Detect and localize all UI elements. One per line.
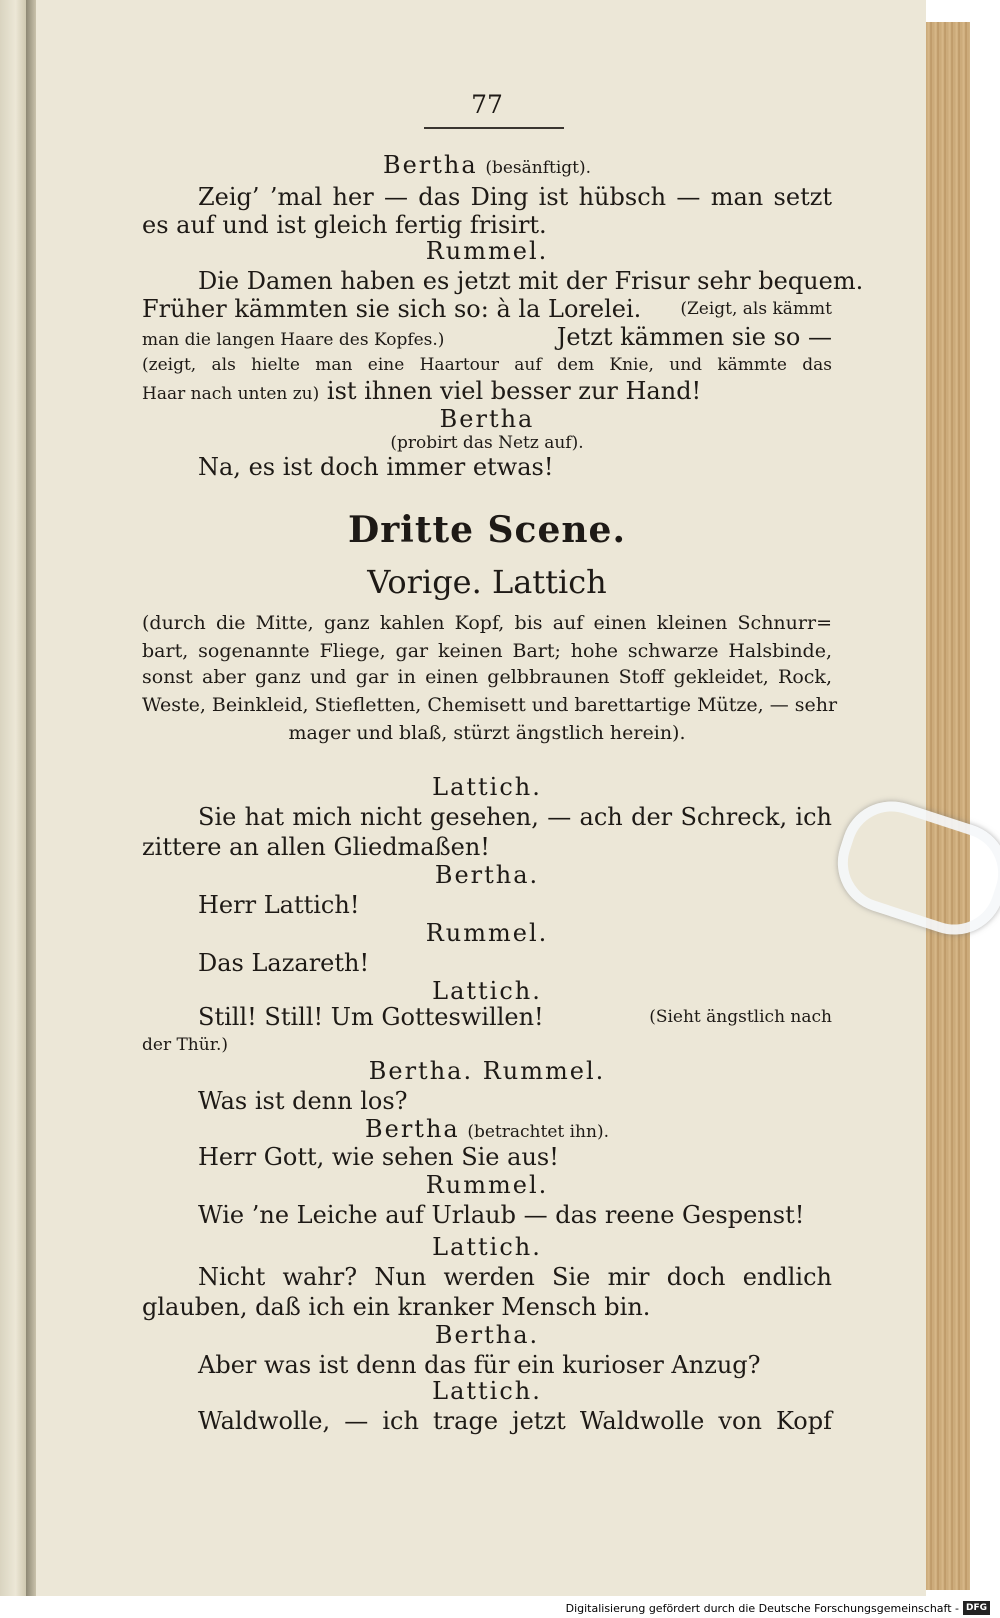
scene-characters: Vorige. Lattich <box>367 563 607 601</box>
speaker-line: Bertha. <box>434 1321 540 1349</box>
speaker-line: Bertha. Rummel. <box>368 1057 606 1085</box>
credit-text: Digitalisierung gefördert durch die Deutsche Forschungsgemeinschaft - <box>565 1601 959 1615</box>
dfg-logo: DFG <box>963 1601 990 1615</box>
page-block-edge <box>926 22 970 1590</box>
dialogue-line: glauben, daß ich ein kranker Mensch bin. <box>142 1293 651 1321</box>
speaker-line: Rummel. <box>425 237 549 265</box>
stage-direction-line: bart, sogenannte Fliege, gar keinen Bart; hohe schwarze Halsbinde, <box>142 640 832 662</box>
left-page-edge <box>0 0 26 1596</box>
stage-direction-line: (probirt das Netz auf). <box>390 433 584 453</box>
dialogue-line: es auf und ist gleich fertig frisirt. <box>142 211 547 239</box>
dialogue-line: Wie ’ne Leiche auf Urlaub — das reene Gespenst! <box>198 1201 805 1229</box>
dialogue-line: Das Lazareth! <box>198 949 370 977</box>
dialogue-line: Früher kämmten sie sich so: à la Lorelei. (Zeigt, als kämmt <box>142 295 832 323</box>
dialogue-line: man die langen Haare des Kopfes.) Jetzt kämmen sie so — <box>142 323 832 351</box>
speaker-line: Bertha (betrachtet ihn). <box>364 1115 609 1143</box>
stage-direction-line: (durch die Mitte, ganz kahlen Kopf, bis auf einen kleinen Schnurr= <box>142 612 832 634</box>
dialogue-line: Was ist denn los? <box>198 1087 408 1115</box>
stage-direction-line: (zeigt, als hielte man eine Haartour auf dem Knie, und kämmte das <box>142 355 832 375</box>
dialogue-line: Herr Gott, wie sehen Sie aus! <box>198 1143 559 1171</box>
speaker-line: Rummel. <box>425 919 549 947</box>
speaker-line: Lattich. <box>432 977 542 1005</box>
speaker-line: Bertha <box>439 405 535 433</box>
dialogue-line: zittere an allen Gliedmaßen! <box>142 833 490 861</box>
dialogue-line: Nicht wahr? Nun werden Sie mir doch endlich <box>198 1263 832 1291</box>
speaker-line: Bertha (besänftigt). <box>382 151 592 179</box>
stage-direction-line: der Thür.) <box>142 1035 229 1055</box>
dialogue-line: Herr Lattich! <box>198 891 360 919</box>
stage-direction-line: mager und blaß, stürzt ängstlich herein). <box>288 722 686 744</box>
speaker-line: Lattich. <box>432 1377 542 1405</box>
dialogue-line: Sie hat mich nicht gesehen, — ach der Schreck, ich <box>198 803 832 831</box>
speaker-line: Rummel. <box>425 1171 549 1199</box>
dialogue-line: Haar nach unten zu) ist ihnen viel besser zur Hand! <box>142 377 702 405</box>
scan-margin <box>970 0 1000 1596</box>
dialogue-line: Still! Still! Um Gotteswillen! (Sieht ängstlich nach <box>198 1003 832 1031</box>
book-gutter <box>26 0 36 1596</box>
dialogue-line: Waldwolle, — ich trage jetzt Waldwolle von Kopf <box>198 1407 832 1435</box>
speaker-line: Lattich. <box>432 773 542 801</box>
dialogue-line: Zeig’ ’mal her — das Ding ist hübsch — man setzt <box>198 183 832 211</box>
dialogue-line: Die Damen haben es jetzt mit der Frisur sehr bequem. <box>198 267 864 295</box>
page-number: 77 <box>471 90 503 119</box>
stage-direction-line: Weste, Beinkleid, Stiefletten, Chemisett und barettartige Mütze, — sehr <box>142 694 838 716</box>
dialogue-line: Na, es ist doch immer etwas! <box>198 453 554 481</box>
header-rule <box>424 127 564 129</box>
dialogue-line: Aber was ist denn das für ein kurioser Anzug? <box>198 1351 761 1379</box>
book-page <box>36 0 926 1596</box>
stage-direction-line: sonst aber ganz und gar in einen gelbbraunen Stoff gekleidet, Rock, <box>142 666 832 688</box>
speaker-line: Bertha. <box>434 861 540 889</box>
digitization-credit <box>566 1600 990 1616</box>
scene-title: Dritte Scene. <box>348 509 626 551</box>
speaker-line: Lattich. <box>432 1233 542 1261</box>
